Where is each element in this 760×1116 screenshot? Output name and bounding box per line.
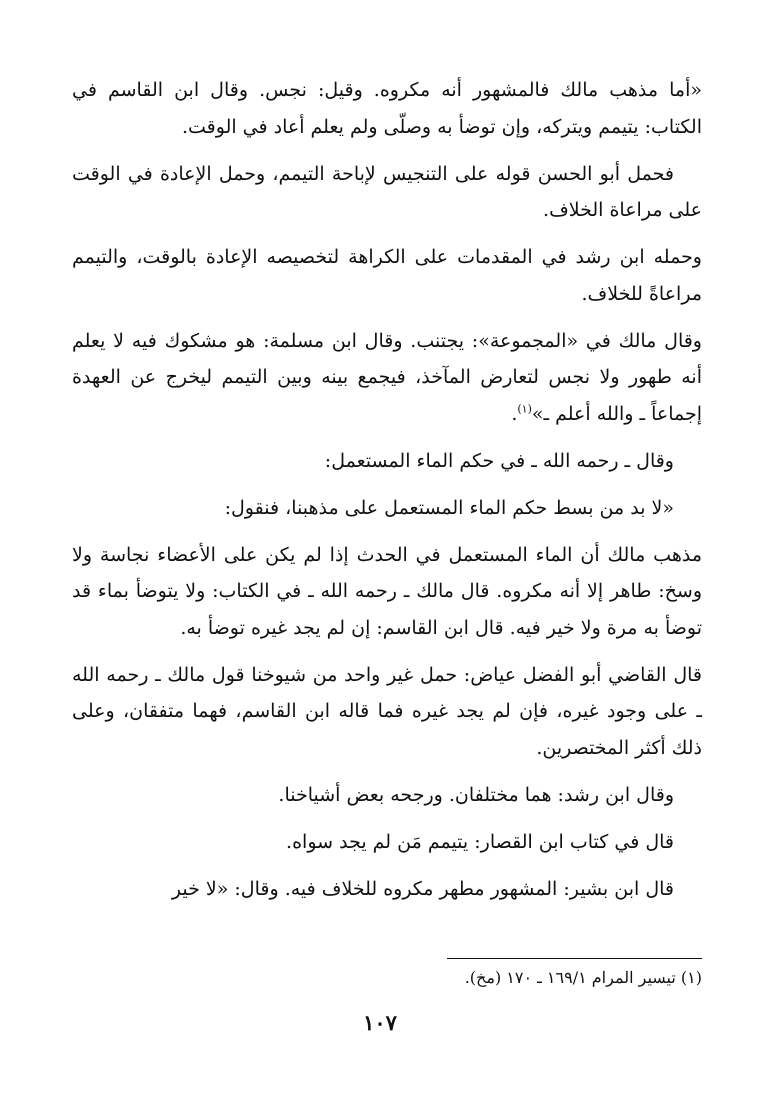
page-body bbox=[72, 72, 702, 918]
paragraph-4: وقال مالك في «المجموعة»: يجتنب. وقال ابن مسلمة: هو مشكوك فيه لا يعلم أنه طهور ولا نجس لتعارض المآخذ، فيجمع بينه وبين التيمم ليخرج عن العهدة إجماعاً ـ والله أعلم ـ»$^{(١)}$. bbox=[72, 329, 702, 425]
paragraph-9: وقال ابن رشد: هما مختلفان. ورجحه بعض أشياخنا. bbox=[278, 783, 674, 806]
paragraph-6: «لا بد من بسط حكم الماء المستعمل على مذهبنا، فنقول: bbox=[224, 496, 674, 519]
paragraph-8: قال القاضي أبو الفضل عياض: حمل غير واحد من شيوخنا قول مالك ـ رحمه الله ـ على وجود غيره، فإن لم يجد غيره فما قاله ابن القاسم، فهما متفقان، وعلى ذلك أكثر المختصرين. bbox=[72, 663, 702, 759]
footnote: (١) تيسير المرام ١٦٩/١ ـ ١٧٠ (مخ). bbox=[464, 968, 702, 987]
page-number: ١٠٧ bbox=[363, 1010, 397, 1035]
paragraph-5: وقال ـ رحمه الله ـ في حكم الماء المستعمل: bbox=[324, 449, 674, 472]
footnote-reference[interactable]: (١) bbox=[517, 402, 532, 416]
footnote-divider bbox=[447, 958, 702, 959]
paragraph-1: «أما مذهب مالك فالمشهور أنه مكروه. وقيل: نجس. وقال ابن القاسم في الكتاب: يتيمم ويتركه، وإن توضأ به وصلّى ولم يعلم أعاد في الوقت. bbox=[72, 79, 702, 138]
paragraph-3: وحمله ابن رشد في المقدمات على الكراهة لتخصيصه الإعادة بالوقت، والتيمم مراعاةً للخلاف. bbox=[72, 246, 702, 305]
paragraph-11: قال ابن بشير: المشهور مطهر مكروه للخلاف فيه. وقال: «لا خير bbox=[171, 877, 674, 900]
paragraph-2: فحمل أبو الحسن قوله على التنجيس لإباحة التيمم، وحمل الإعادة في الوقت على مراعاة الخلاف. bbox=[72, 162, 702, 221]
paragraph-4-text: وقال مالك في «المجموعة»: يجتنب. وقال ابن مسلمة: هو مشكوك فيه لا يعلم أنه طهور ولا نجس لتعارض المآخذ، فيجمع بينه وبين التيمم ليخرج عن العهدة إجماعاً ـ والله أعلم ـ» bbox=[72, 329, 702, 425]
paragraph-10: قال في كتاب ابن القصار: يتيمم مَن لم يجد سواه. bbox=[286, 830, 674, 853]
paragraph-7: مذهب مالك أن الماء المستعمل في الحدث إذا لم يكن على الأعضاء نجاسة ولا وسخ: طاهر إلا أنه مكروه. قال مالك ـ رحمه الله ـ في الكتاب: ولا يتوضأ بماء قد توضأ به مرة ولا خير فيه. قال ابن القاسم: إن لم يجد غيره توضأ به. bbox=[72, 543, 702, 639]
